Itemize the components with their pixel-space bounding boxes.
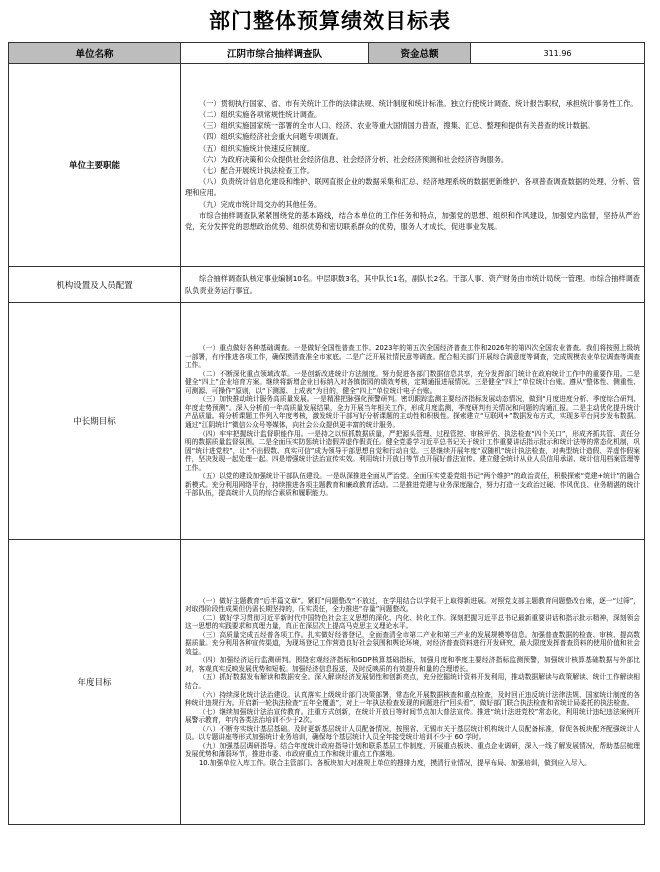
annual-item: （三）高质量完成五经普各项工作。扎实做好经普登记，全面查清全市第二产业和第三产业的发展规模等信息。加强普查数据的检查、审核、提高数据质量。充分利用各种宣传渠道，为现场登记工作营造良好社会氛围和舆论环境，对经济普查资料进行开发研究，最大限度发挥普查资料的使用价值和社会效益。 (185, 630, 640, 656)
organization-cell (181, 267, 645, 303)
unit-name-label: 单位名称 (9, 43, 181, 64)
long-term-cell (181, 303, 645, 540)
responsibilities-row (9, 64, 645, 267)
long-term-item: （三）加快推动统计服务高质量发展。一是精准把脉强化预警研判。密切跟踪监测主要经济指标发展动态情况，做到“月度进度分析、季度综合研判、年度走势预测”。深入分析前一年高质量发展结果，全力开展当年相关工作，形成月度监测，季度研判有关情况和问题的沟通汇报。二是主动优化提升统计产品质量。将分析课题工作列入年度考核，激发统计干部写好分析课题的主动性和积极性。探索建立“互联网+”数据发布方式，实现多平台同步发布数据。通过“江阴统计”微信公众号等媒体，向社会公众提供更丰富的统计服务。 (185, 395, 640, 429)
responsibilities-label: 单位主要职能 (9, 64, 181, 267)
responsibility-item: 市综合抽样调查队紧紧围绕党的基本路线，结合本单位的工作任务和特点，加强党的思想、组织和作风建设，加强党内监督，坚持从严治党，充分发挥党的思想政治优势、组织优势和密切联系群众的优势，服务人才成长，促进事业发展。 (185, 210, 640, 232)
responsibility-item: （七）配合开展统计执法检查工作。 (199, 166, 315, 175)
annual-item: （七）继续加强统计法治宣传教育。注重方式创新，在统计开放日等时间节点加大普法宣传。推进“统计法进党校”常态化，利用统计违纪违法案例开展警示教育，年内各类法治培训不少于2次。 (185, 707, 640, 725)
organization-text: 综合抽样调查队核定事业编制10名。中层职数3名，其中队长1名，副队长2名。干部人事、资产财务由市统计局统一管理。市综合抽样调查队负责业务运行事宜。 (185, 274, 640, 295)
annual-cell (181, 540, 645, 825)
unit-name-value: 江阴市综合抽样调查队 (181, 43, 369, 64)
performance-table (8, 42, 645, 825)
annual-label: 年度目标 (9, 540, 181, 825)
annual-item: （一）做好主题教育“后半篇文章”。紧盯“问题整改”不放过，在学用结合以学促干上取得新进展。对照党支部主题教育问题整改台账，逐一“过筛”，对取得阶段性成果但仍需长期坚持的，压实责任，全力推进“存量”问题整改。 (185, 596, 640, 614)
budget-label: 资金总额 (369, 43, 471, 64)
responsibility-item: （二）组织实施各项常规性统计调查。 (199, 109, 322, 119)
responsibility-item: （三）组织实施国家统一部署的全市人口、经济、农业等重大国情国力普查，搜集、汇总、整理和提供有关普查的统计数据。 (199, 121, 595, 131)
responsibilities-cell (181, 64, 645, 267)
long-term-item: （一）重点做好各种基础调查。一是做好全国性普查工作。2023年的第五次全国经济普查工作和2026年的第四次全国农业普查。我们将按照上级统一部署，有序推进各项工作，确保摸清查准全市家底。二是广泛开展社情民意等调查。配合相关部门开展综合满意度等调查，完成规模农业单位调查等调查工作。 (185, 344, 640, 370)
budget-value: 311.96 (471, 43, 645, 64)
responsibility-item: （六）为政府决策和公众提供社会经济信息、社会经济分析、社会经济预测和社会经济咨询服务。 (199, 154, 509, 164)
organization-row (9, 267, 645, 303)
responsibility-item: （四）组织实施经济社会重大问题专项调查。 (199, 132, 343, 142)
organization-label: 机构设置及人员配置 (9, 267, 181, 303)
annual-item: （九）加强基层调研指导。结合年度统计政府指导计划和联系基层工作制度，开展重点板块、重点企业调研，深入一线了解发展情况，帮助基层梳理发展优势和薄弱环节，推进市委、市政府重点工作和统计重点工作落地。 (185, 741, 640, 759)
responsibility-item: （九）完成市统计局交办的其他任务。 (199, 199, 322, 209)
annual-item: （八）不断夯实统计基层基础。及时更新基层统计人员配备情况，按照省、无锡市关于基层统计机构统计人员配备标准，督促各板块配齐配强统计人员。以专题讲座等形式加强统计业务培训，确保每个基层统计人员全年接受统计培训不少于 60 学时。 (185, 724, 640, 742)
long-term-item: （二）不断深化重点领域改革。一是创新改进统计方法制度。努力促进各部门数据信息共享，充分发挥部门统计在政府统计工作中的重要作用。二是健全“四上”企业培育方案。继续将新增企业目标纳入对各镇街园的绩效考核，定期通报进展情况。三是健全“四上”单位统计台账。遵从“整体性、侧重性、可测源、可操作”原则，以“下测源、上成表”为目的，健全“四上”单位统计电子台账。 (185, 369, 640, 395)
responsibility-item: （五）组织实施统计快速反应制度。 (199, 143, 315, 153)
annual-row (9, 540, 645, 825)
annual-item: （六）持续深化统计法治建设。认真落实上级统计部门决策部署，常态化开展数据核查和重点检查，及时回正违反统计法律法规、国家统计制度的各种统计违规行为。开启新一轮执法检查“五年全覆盖”，对上一年执法检查发现的问题进行“回头看”，做好部门联合执法检查和省统计局委托的执法检查。 (185, 690, 640, 708)
long-term-row (9, 303, 645, 540)
annual-item: （四）加强经济运行监测研判。围绕宏观经济指标和GDP核算基础指标，加强月度和季度主要经济指标监测预警，加强统计核算基础数据与外部比对，客观真实反映发展优势和短板。加强经济信息报送，及时反映质的有效提升和量的合理增长。 (185, 656, 640, 673)
page-title: 部门整体预算绩效目标表 (209, 9, 451, 33)
responsibility-item: （一）贯彻执行国家、省、市有关统计工作的法律法规、统计制度和统计标准。独立行使统计调查、统计报告职权，承担统计事务性工作。 (199, 98, 638, 108)
annual-item: （五）抓好数据发布解读和数据安全。深入解读经济发展韧性和创新亮点，充分挖掘统计资料开发利用，推动数据解读与政策解读、统计工作解读相结合。 (185, 673, 640, 690)
header-row (9, 43, 645, 64)
long-term-item: （五）以党的建设加强统计干部队伍建设。一是纵深推进全面从严治党。全面压实党委党组书记“两个维护”的政治责任，积极探索“党建+统计”的融合新模式。充分利用网络平台，持续推进各项主题教育和廉政教育活动。二是推进党建与业务深度融合，努力打造一支政治过硬、作风优良、业务精湛的统计干部队伍，提高统计人员的综合素质和履职能力。 (185, 472, 640, 498)
annual-item: （二）做好学习贯彻习近平新时代中国特色社会主义思想的深化、内化、转化工作。深刻把握习近平总书记最新重要讲话和指示批示精神，深刻领会这一思想的实践要求和真理力量，真正在深层次上提高马克思主义理论水平。 (185, 613, 640, 631)
long-term-label: 中长期目标 (9, 303, 181, 540)
long-term-item: （四）牢牢把握统计监督职能作用。一是持之以恒抓数据质量，严把源头管理、过程管控、审核评估、执法检查“四个关口”，形成齐抓共管、责任分明的数据质量监督氛围。二是全面压实防惩统计造假弄虚作假责任。健全党委学习近平总书记关于统计工作重要讲话指示批示和统计法等的常态化机制，巩固“统计进党校”，让“不出假数、真实可信”成为领导干部思想自觉和行动自觉。三是继续开展年度“双随机”统计执法检查，对典型统计造假、弄虚作假案件，坚决发现一起处理一起。四是增强统计法治宣传实效。利用统计开放日等节点开展好普法宣传。建立健全统计从业人员信用承诺、统计信用档案管理等工作。 (185, 429, 640, 472)
responsibility-item: （八）负责统计信息化建设和维护、联网直报企业的数据采集和汇总、经济地理系统的数据更新维护、各项普查调查数据的处理、分析、管理和应用。 (185, 177, 640, 198)
annual-item: 10.加强单位入库工作。联合主管部门、各板块加大对准规上单位的搜排力度，摸清行业情况，提早布局、加强培训，做到应入尽入。 (199, 758, 591, 767)
